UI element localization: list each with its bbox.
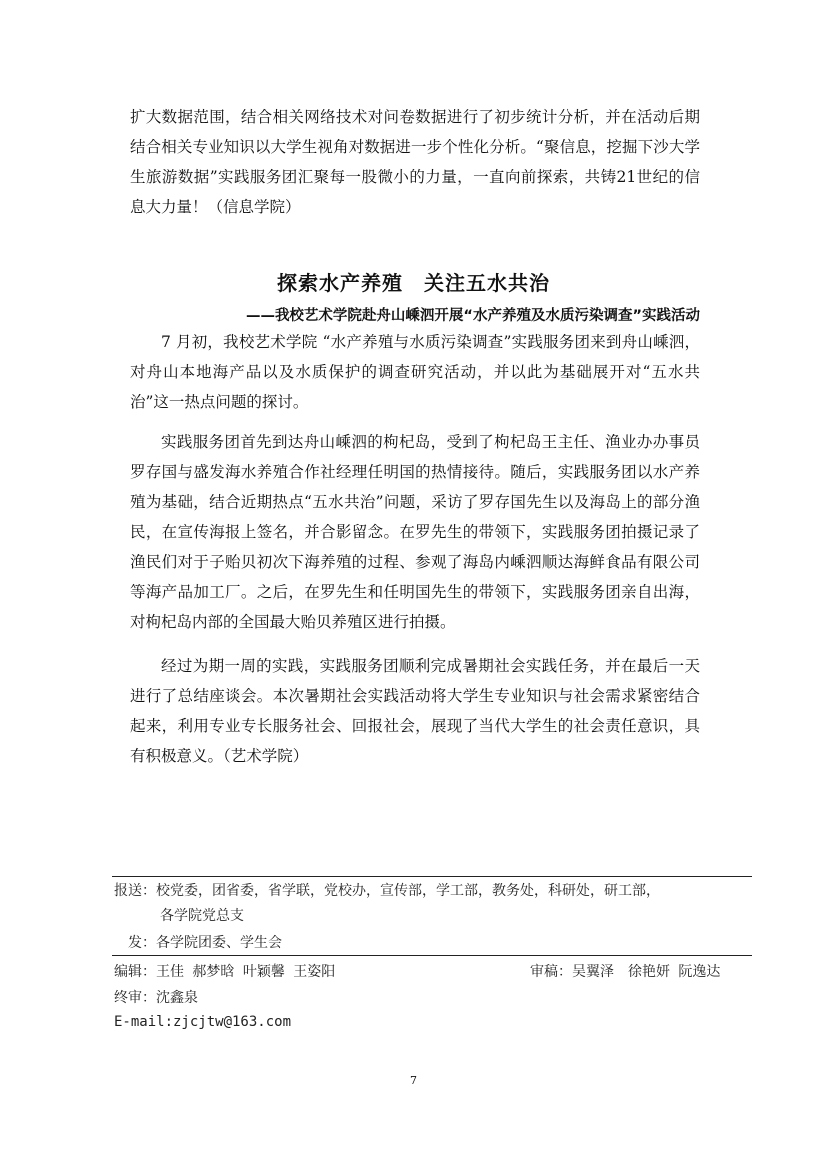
page-number: 7 bbox=[410, 1074, 417, 1087]
article-title: 探索水产养殖 关注五水共治 bbox=[277, 271, 550, 295]
reviewers-line: 审稿：吴翼泽 徐艳妍 阮逸达 bbox=[530, 964, 721, 980]
email-line: E-mail:zjcjtw@163.com bbox=[114, 1014, 292, 1030]
footer-top-rule bbox=[112, 876, 752, 877]
article-paragraph-1: 7 月初，我校艺术学院 “水产养殖与水质污染调查”实践服务团来到舟山嵊泗，对舟山本地海产品以及水质保护的调查研究活动，并以此为基础展开对“五水共治”这一热点问题的探讨。 bbox=[130, 333, 700, 411]
article-subtitle: ——我校艺术学院赴舟山嵊泗开展“水产养殖及水质污染调查”实践活动 bbox=[245, 308, 700, 324]
editors-line: 编辑：王佳 郝梦晗 叶颖馨 王姿阳 bbox=[114, 964, 336, 980]
report-to-line-1: 报送：校党委，团省委，省学联，党校办，宣传部，学工部，教务处，科研处，研工部， bbox=[114, 883, 660, 899]
footer-middle-rule bbox=[112, 955, 752, 956]
send-to-line: 发：各学院团委、学生会 bbox=[128, 935, 282, 951]
article-paragraph-3: 经过为期一周的实践，实践服务团顺利完成暑期社会实践任务，并在最后一天进行了总结座谈会。本次暑期社会实践活动将大学生专业知识与社会需求紧密结合起来，利用专业专长服务社会、回报社会，展现了当代大学生的社会责任意识，具有积极意义。（艺术学院） bbox=[130, 657, 700, 765]
final-review-line: 终审：沈鑫泉 bbox=[114, 990, 198, 1006]
report-to-line-2: 各学院党总支 bbox=[160, 908, 244, 924]
intro-paragraph: 扩大数据范围，结合相关网络技术对问卷数据进行了初步统计分析，并在活动后期结合相关专业知识以大学生视角对数据进一步个性化分析。“聚信息，挖掘下沙大学生旅游数据”实践服务团汇聚每一股微小的力量，一直向前探索，共铸21世纪的信息大力量！（信息学院） bbox=[130, 108, 700, 216]
article-paragraph-2: 实践服务团首先到达舟山嵊泗的枸杞岛，受到了枸杞岛王主任、渔业办办事员罗存国与盛发海水养殖合作社经理任明国的热情接待。随后，实践服务团以水产养殖为基础，结合近期热点“五水共治”问题，采访了罗存国先生以及海岛上的部分渔民，在宣传海报上签名，并合影留念。在罗先生的带领下，实践服务团拍摄记录了渔民们对于子贻贝初次下海养殖的过程、参观了海岛内嵊泗顺达海鲜食品有限公司等海产品加工厂。之后，在罗先生和任明国先生的带领下，实践服务团亲自出海，对枸杞岛内部的全国最大贻贝养殖区进行拍摄。 bbox=[130, 433, 700, 631]
